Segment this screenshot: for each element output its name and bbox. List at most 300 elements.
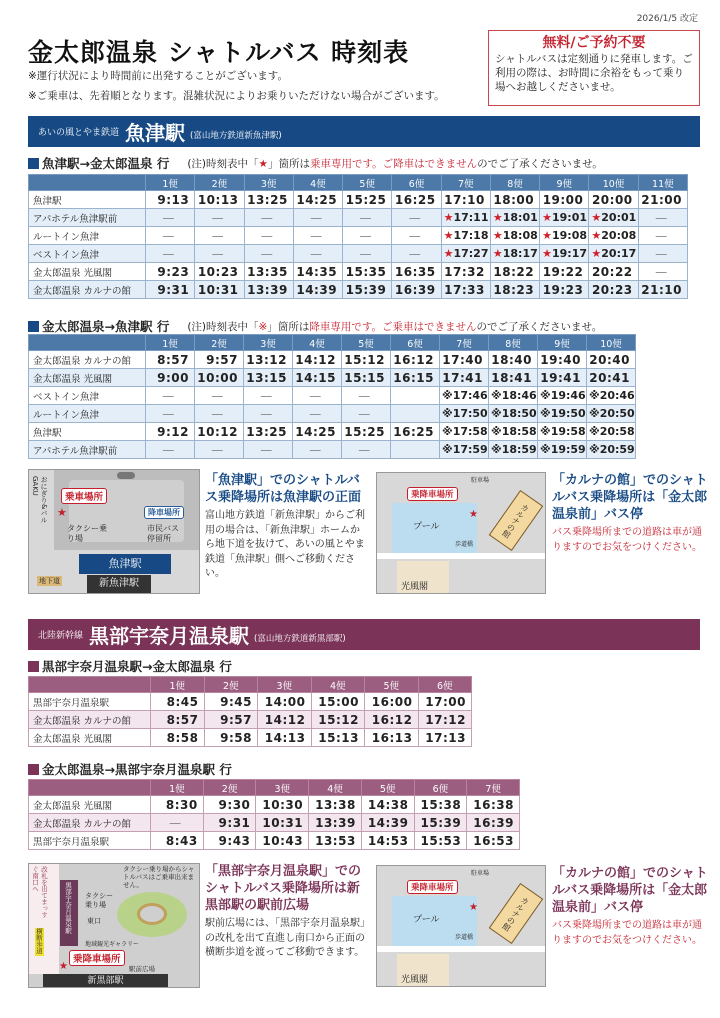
boarding-only-time-cell: ★19:08 xyxy=(540,227,589,245)
alighting-only-time-cell: ※20:58 xyxy=(587,423,636,441)
time-cell: 9:45 xyxy=(204,693,258,711)
karuna-building: カルナの館 xyxy=(489,883,543,944)
gallery-label: 地域観光ギャラリー xyxy=(85,941,140,948)
walkway-label: 歩道橋 xyxy=(455,541,474,548)
stop-label: 乗降車場所 xyxy=(69,950,125,966)
alighting-only-time-cell: ※20:46 xyxy=(587,387,636,405)
banner-station-name: 魚津駅 xyxy=(125,121,186,145)
time-cell: 15:13 xyxy=(311,729,365,747)
time-cell: 16:15 xyxy=(391,369,440,387)
karuna-building: カルナの館 xyxy=(489,490,543,551)
time-cell: 15:38 xyxy=(414,796,467,814)
station-label: 魚津駅 xyxy=(79,554,171,574)
stop-name: アパホテル魚津駅前 xyxy=(29,441,146,459)
trip-header: 4便 xyxy=(293,335,342,351)
note-warning: 降車専用です。ご乗車はできません xyxy=(309,320,477,333)
map-heading: 「カルナの館」でのシャトルバス乗降場所は「金太郎温泉前」バス停 xyxy=(552,866,708,915)
table-row xyxy=(29,441,636,459)
walkway-label: 歩道橋 xyxy=(455,934,474,941)
boarding-only-time-cell: ★20:08 xyxy=(589,227,638,245)
trip-header: 6便 xyxy=(414,780,467,796)
time-cell: 16:39 xyxy=(467,814,520,832)
banner-station-sub: (富山地方鉄道新魚津駅) xyxy=(190,130,282,141)
karuna-map-description-2 xyxy=(552,865,710,948)
table-row xyxy=(29,245,688,263)
time-cell: 13:35 xyxy=(244,263,293,281)
no-service-cell: — xyxy=(293,441,342,459)
time-cell: 20:23 xyxy=(589,281,638,299)
no-service-cell: — xyxy=(195,227,244,245)
alighting-only-time-cell: ※19:46 xyxy=(538,387,587,405)
dropoff-label: 降車場所 xyxy=(144,506,184,519)
time-cell: 14:12 xyxy=(293,351,342,369)
trip-header: 6便 xyxy=(392,175,441,191)
time-cell: 14:39 xyxy=(293,281,342,299)
alighting-only-time-cell: ※19:59 xyxy=(538,441,587,459)
stop-name: 魚津駅 xyxy=(29,191,146,209)
no-service-cell: — xyxy=(195,387,244,405)
boarding-only-time-cell: ★17:18 xyxy=(441,227,490,245)
stop-name: 金太郎温泉 光風閣 xyxy=(29,796,151,814)
alighting-only-time-cell: ※18:58 xyxy=(489,423,538,441)
taxi-label: タクシー乗り場 xyxy=(67,524,107,543)
time-cell: 15:12 xyxy=(311,711,365,729)
no-service-cell: — xyxy=(293,209,342,227)
trip-header: 8便 xyxy=(490,175,539,191)
banner-station-sub: (富山地方鉄道新黒部駅) xyxy=(254,633,346,644)
no-service-cell xyxy=(391,387,440,405)
header-corner xyxy=(29,175,146,191)
no-service-cell: — xyxy=(146,387,195,405)
karuna-map xyxy=(376,472,546,594)
trip-header: 1便 xyxy=(146,175,195,191)
kofukaku-label: 光風閣 xyxy=(401,582,429,592)
time-cell: 14:15 xyxy=(293,369,342,387)
time-cell: 16:13 xyxy=(365,729,419,747)
time-cell: 18:23 xyxy=(490,281,539,299)
table-row xyxy=(29,263,688,281)
square-bullet-icon xyxy=(28,321,39,332)
time-cell: 13:38 xyxy=(309,796,362,814)
map-text: 駅前広場には、「黒部宇奈月温泉駅」の改札を出て直進し南口から正面の横断歩道を渡ってご移動できます。 xyxy=(205,918,370,958)
no-service-cell: — xyxy=(342,441,391,459)
trip-header: 5便 xyxy=(365,677,419,693)
time-cell: 9:31 xyxy=(146,281,195,299)
trip-header: 2便 xyxy=(204,677,258,693)
no-service-cell: — xyxy=(293,227,342,245)
no-service-cell: — xyxy=(244,441,293,459)
header-row xyxy=(29,335,636,351)
no-service-cell: — xyxy=(343,209,392,227)
square-bullet-icon xyxy=(28,158,39,169)
time-cell: 9:31 xyxy=(203,814,256,832)
plaza-label: 駅前広場 xyxy=(129,965,155,973)
taxi-label: タクシー乗り場 xyxy=(85,892,113,909)
no-service-cell: — xyxy=(244,227,293,245)
map-heading: 「カルナの館」でのシャトルバス乗降場所は「金太郎温泉前」バス停 xyxy=(552,473,708,522)
karuna-map-description xyxy=(552,472,710,555)
trip-header: 11便 xyxy=(638,175,687,191)
no-service-cell: — xyxy=(342,405,391,423)
table-row xyxy=(29,796,520,814)
no-service-cell: — xyxy=(146,441,195,459)
boarding-only-time-cell: ★18:17 xyxy=(490,245,539,263)
time-cell: 9:43 xyxy=(203,832,256,850)
no-service-cell: — xyxy=(392,245,441,263)
time-cell: 8:57 xyxy=(151,711,205,729)
trip-header: 3便 xyxy=(244,335,293,351)
no-service-cell: — xyxy=(244,245,293,263)
time-cell: 14:13 xyxy=(258,729,312,747)
no-service-cell: — xyxy=(343,245,392,263)
table-row xyxy=(29,832,520,850)
time-cell: 14:12 xyxy=(258,711,312,729)
time-cell: 15:25 xyxy=(342,423,391,441)
time-cell: 8:45 xyxy=(151,693,205,711)
time-cell: 18:40 xyxy=(489,351,538,369)
no-service-cell: — xyxy=(293,245,342,263)
no-service-cell: — xyxy=(146,227,195,245)
header-corner xyxy=(29,780,151,796)
no-service-cell: — xyxy=(146,209,195,227)
kurobe-station-banner xyxy=(28,619,700,650)
stop-name: 黒部宇奈月温泉駅 xyxy=(29,693,151,711)
no-service-cell: — xyxy=(151,814,204,832)
kurobe-station-label: 黒部宇奈月温泉駅 xyxy=(64,882,72,934)
time-cell: 9:57 xyxy=(195,351,244,369)
no-service-cell: — xyxy=(638,263,687,281)
time-cell: 21:00 xyxy=(638,191,687,209)
trip-header: 4便 xyxy=(309,780,362,796)
parking-label: 駐車場 xyxy=(471,870,490,877)
note-text: (注)時刻表中「 xyxy=(187,157,259,170)
time-cell: 18:22 xyxy=(490,263,539,281)
traffic-light-icon xyxy=(117,472,135,479)
time-cell: 9:23 xyxy=(146,263,195,281)
time-cell: 19:23 xyxy=(540,281,589,299)
time-cell: 21:10 xyxy=(638,281,687,299)
time-cell: 16:25 xyxy=(392,191,441,209)
map-warning: バス乗降場所までの道路は車が通りますのでお気をつけください。 xyxy=(552,920,702,946)
trip-header: 7便 xyxy=(440,335,489,351)
stop-name: 黒部宇奈月温泉駅 xyxy=(29,832,151,850)
stop-name: 金太郎温泉 カルナの館 xyxy=(29,711,151,729)
time-cell: 14:39 xyxy=(361,814,414,832)
crosswalk-label: 横断歩道 xyxy=(35,928,43,954)
section-uozu-ret xyxy=(28,317,602,335)
kurobe-station-map xyxy=(28,863,200,988)
stop-name: ベストイン魚津 xyxy=(29,387,146,405)
pool-label: プール xyxy=(413,915,440,925)
star-icon: ★ xyxy=(469,902,478,913)
trip-header: 1便 xyxy=(151,677,205,693)
stop-name: ルートイン魚津 xyxy=(29,227,146,245)
timetable-kintaro-to-uozu xyxy=(28,334,636,459)
trip-header: 1便 xyxy=(146,335,195,351)
table-row xyxy=(29,814,520,832)
timetable-kurobe-to-kintaro xyxy=(28,676,472,747)
time-cell: 10:31 xyxy=(256,814,309,832)
table-row xyxy=(29,711,472,729)
table-row xyxy=(29,729,472,747)
no-service-cell: — xyxy=(343,227,392,245)
time-cell: 13:25 xyxy=(244,423,293,441)
time-cell: 15:00 xyxy=(311,693,365,711)
note-text: のでご了承くださいませ。 xyxy=(476,320,603,333)
time-cell: 17:33 xyxy=(441,281,490,299)
trip-header: 2便 xyxy=(195,335,244,351)
time-cell: 14:38 xyxy=(361,796,414,814)
time-cell: 13:39 xyxy=(309,814,362,832)
time-cell: 10:23 xyxy=(195,263,244,281)
stop-name: アパホテル魚津駅前 xyxy=(29,209,146,227)
section-uozu-out xyxy=(28,154,603,172)
trip-header: 2便 xyxy=(203,780,256,796)
time-cell: 18:00 xyxy=(490,191,539,209)
pool-label: プール xyxy=(413,522,440,532)
header-corner xyxy=(29,335,146,351)
uozu-map-description xyxy=(205,472,365,582)
no-service-cell: — xyxy=(342,387,391,405)
square-bullet-icon xyxy=(28,764,39,775)
time-cell: 17:40 xyxy=(440,351,489,369)
no-service-cell: — xyxy=(195,245,244,263)
time-cell: 10:12 xyxy=(195,423,244,441)
no-service-cell: — xyxy=(293,405,342,423)
time-cell: 13:15 xyxy=(244,369,293,387)
trip-header: 4便 xyxy=(311,677,365,693)
trip-header: 4便 xyxy=(293,175,342,191)
note-2: ※ご乗車は、先着順となります。混雑状況によりお乗りいただけない場合がございます。 xyxy=(28,90,445,102)
no-service-cell: — xyxy=(244,209,293,227)
trip-header: 10便 xyxy=(589,175,638,191)
alighting-only-time-cell: ※17:46 xyxy=(440,387,489,405)
table-row xyxy=(29,209,688,227)
time-cell: 13:39 xyxy=(244,281,293,299)
no-service-cell: — xyxy=(195,405,244,423)
alighting-only-time-cell: ※17:58 xyxy=(440,423,489,441)
info-box-heading: 無料/ご予約不要 xyxy=(542,35,646,51)
time-cell: 15:12 xyxy=(342,351,391,369)
note-text: 」箇所は xyxy=(267,157,310,170)
time-cell: 17:10 xyxy=(441,191,490,209)
time-cell: 19:00 xyxy=(540,191,589,209)
map-heading: 「魚津駅」でのシャトルバス乗降場所は魚津駅の正面 xyxy=(205,473,362,505)
time-cell: 16:25 xyxy=(391,423,440,441)
stop-name: 金太郎温泉 カルナの館 xyxy=(29,814,151,832)
trip-header: 6便 xyxy=(418,677,472,693)
time-cell: 14:53 xyxy=(361,832,414,850)
time-cell: 14:25 xyxy=(293,191,342,209)
uozu-station-banner xyxy=(28,116,700,147)
time-cell: 9:57 xyxy=(204,711,258,729)
stop-label: 乗降車場所 xyxy=(407,487,458,501)
map-heading: 「黒部宇奈月温泉駅」でのシャトルバス乗降場所は新黒部駅の駅前広場 xyxy=(205,864,362,913)
direction-note: 改札を出てまっすぐ南口へ xyxy=(31,866,48,918)
star-mark: ★ xyxy=(258,157,268,170)
note-text: 」箇所は xyxy=(267,320,310,333)
time-cell: 20:41 xyxy=(587,369,636,387)
boarding-only-time-cell: ★18:08 xyxy=(490,227,539,245)
uozu-station-map xyxy=(28,469,200,594)
time-cell: 13:12 xyxy=(244,351,293,369)
stop-name: 金太郎温泉 光風閣 xyxy=(29,369,146,387)
boarding-only-time-cell: ★17:27 xyxy=(441,245,490,263)
pickup-label: 乗車場所 xyxy=(61,488,107,504)
section-note xyxy=(187,319,602,334)
trip-header: 7便 xyxy=(441,175,490,191)
time-cell: 16:00 xyxy=(365,693,419,711)
time-cell: 10:31 xyxy=(195,281,244,299)
boarding-only-time-cell: ★20:01 xyxy=(589,209,638,227)
time-cell: 17:41 xyxy=(440,369,489,387)
time-cell: 15:35 xyxy=(343,263,392,281)
section-note xyxy=(187,156,602,171)
alighting-only-time-cell: ※18:59 xyxy=(489,441,538,459)
parking-label: 駐車場 xyxy=(471,477,490,484)
note-1: ※運行状況により時間前に出発することがございます。 xyxy=(28,70,288,82)
table-row xyxy=(29,351,636,369)
alighting-only-time-cell: ※18:50 xyxy=(489,405,538,423)
alighting-only-time-cell: ※17:59 xyxy=(440,441,489,459)
time-cell: 16:38 xyxy=(467,796,520,814)
header-corner xyxy=(29,677,151,693)
east-exit-label: 東口 xyxy=(87,917,101,925)
table-row xyxy=(29,693,472,711)
table-row xyxy=(29,405,636,423)
roundabout xyxy=(137,903,167,925)
time-cell: 16:53 xyxy=(467,832,520,850)
time-cell: 19:40 xyxy=(538,351,587,369)
time-cell: 17:12 xyxy=(418,711,472,729)
time-cell: 9:58 xyxy=(204,729,258,747)
time-cell: 17:32 xyxy=(441,263,490,281)
no-service-cell xyxy=(391,441,440,459)
revision-date: 2026/1/5 改定 xyxy=(636,14,698,24)
time-cell: 15:53 xyxy=(414,832,467,850)
table-row xyxy=(29,227,688,245)
no-service-cell: — xyxy=(244,405,293,423)
alighting-only-time-cell: ※19:58 xyxy=(538,423,587,441)
section-kurobe-out xyxy=(28,657,232,675)
time-cell: 8:57 xyxy=(146,351,195,369)
boarding-only-time-cell: ★20:17 xyxy=(589,245,638,263)
time-cell: 13:25 xyxy=(244,191,293,209)
stop-name: 金太郎温泉 カルナの館 xyxy=(29,281,146,299)
shop-label: おにぎり&バルGAKU xyxy=(31,476,48,524)
time-cell: 16:12 xyxy=(391,351,440,369)
time-cell: 15:39 xyxy=(343,281,392,299)
time-cell: 17:13 xyxy=(418,729,472,747)
trip-header: 1便 xyxy=(151,780,204,796)
no-service-cell: — xyxy=(244,387,293,405)
time-cell: 17:00 xyxy=(418,693,472,711)
map-warning: バス乗降場所までの道路は車が通りますのでお気をつけください。 xyxy=(552,527,702,553)
time-cell: 10:13 xyxy=(195,191,244,209)
no-service-cell: — xyxy=(195,441,244,459)
station-label: 新黒部駅 xyxy=(43,974,168,988)
time-cell: 9:13 xyxy=(146,191,195,209)
kofukaku-label: 光風閣 xyxy=(401,975,429,985)
road xyxy=(377,553,546,559)
time-cell: 20:22 xyxy=(589,263,638,281)
stop-name: 魚津駅 xyxy=(29,423,146,441)
road xyxy=(377,946,546,952)
timetable-kintaro-to-kurobe xyxy=(28,779,520,850)
no-service-cell: — xyxy=(293,387,342,405)
kome-mark: ※ xyxy=(258,320,268,333)
time-cell: 20:00 xyxy=(589,191,638,209)
alighting-only-time-cell: ※17:50 xyxy=(440,405,489,423)
table-row xyxy=(29,281,688,299)
section-kurobe-ret xyxy=(28,760,232,778)
stop-name: ルートイン魚津 xyxy=(29,405,146,423)
trip-header: 3便 xyxy=(244,175,293,191)
taxi-note: タクシー乗り場からシャトルバスはご乗車出来ません。 xyxy=(123,865,195,889)
trip-header: 5便 xyxy=(343,175,392,191)
time-cell: 15:25 xyxy=(343,191,392,209)
trip-header: 5便 xyxy=(361,780,414,796)
note-text: のでご了承くださいませ。 xyxy=(477,157,603,170)
time-cell: 9:30 xyxy=(203,796,256,814)
trip-header: 3便 xyxy=(258,677,312,693)
no-service-cell: — xyxy=(638,227,687,245)
time-cell: 16:39 xyxy=(392,281,441,299)
time-cell: 18:41 xyxy=(489,369,538,387)
trip-header: 2便 xyxy=(195,175,244,191)
alighting-only-time-cell: ※20:59 xyxy=(587,441,636,459)
stop-label: 乗降車場所 xyxy=(407,880,458,894)
time-cell: 14:35 xyxy=(293,263,342,281)
star-icon: ★ xyxy=(59,961,68,972)
time-cell: 8:43 xyxy=(151,832,204,850)
no-service-cell: — xyxy=(146,245,195,263)
time-cell: 10:00 xyxy=(195,369,244,387)
time-cell: 9:12 xyxy=(146,423,195,441)
time-cell: 15:15 xyxy=(342,369,391,387)
no-service-cell: — xyxy=(392,227,441,245)
time-cell: 19:41 xyxy=(538,369,587,387)
time-cell: 10:30 xyxy=(256,796,309,814)
no-service-cell: — xyxy=(392,209,441,227)
info-box xyxy=(488,30,700,106)
trip-header: 5便 xyxy=(342,335,391,351)
table-row xyxy=(29,369,636,387)
trip-header: 10便 xyxy=(587,335,636,351)
map-text: 富山地方鉄道「新魚津駅」からご利用の場合は、「新魚津駅」ホームから地下道を抜けて、あいの風とやま鉄道「魚津駅」側へご移動ください。 xyxy=(205,510,365,579)
section-title: 魚津駅→金太郎温泉 行 xyxy=(42,156,170,171)
stop-name: ベストイン魚津 xyxy=(29,245,146,263)
section-title: 金太郎温泉→黒部宇奈月温泉駅 行 xyxy=(42,762,232,777)
time-cell: 14:25 xyxy=(293,423,342,441)
table-row xyxy=(29,423,636,441)
info-box-text: シャトルバスは定刻通りに発車します。ご利用の際は、お時間に余裕をもって乗り場へお越しくださいませ。 xyxy=(495,53,693,93)
square-bullet-icon xyxy=(28,661,39,672)
header-row xyxy=(29,175,688,191)
section-title: 黒部宇奈月温泉駅→金太郎温泉 行 xyxy=(42,659,232,674)
no-service-cell: — xyxy=(638,209,687,227)
sub-station-label: 新魚津駅 xyxy=(87,575,151,593)
star-icon: ★ xyxy=(57,506,67,519)
citybus-label: 市民バス停留所 xyxy=(147,524,179,543)
banner-line-name: あいの風とやま鉄道 xyxy=(38,128,120,138)
time-cell: 16:35 xyxy=(392,263,441,281)
underpass-label: 地下道 xyxy=(39,577,60,585)
trip-header: 6便 xyxy=(391,335,440,351)
trip-header: 9便 xyxy=(540,175,589,191)
trip-header: 3便 xyxy=(256,780,309,796)
no-service-cell: — xyxy=(195,209,244,227)
